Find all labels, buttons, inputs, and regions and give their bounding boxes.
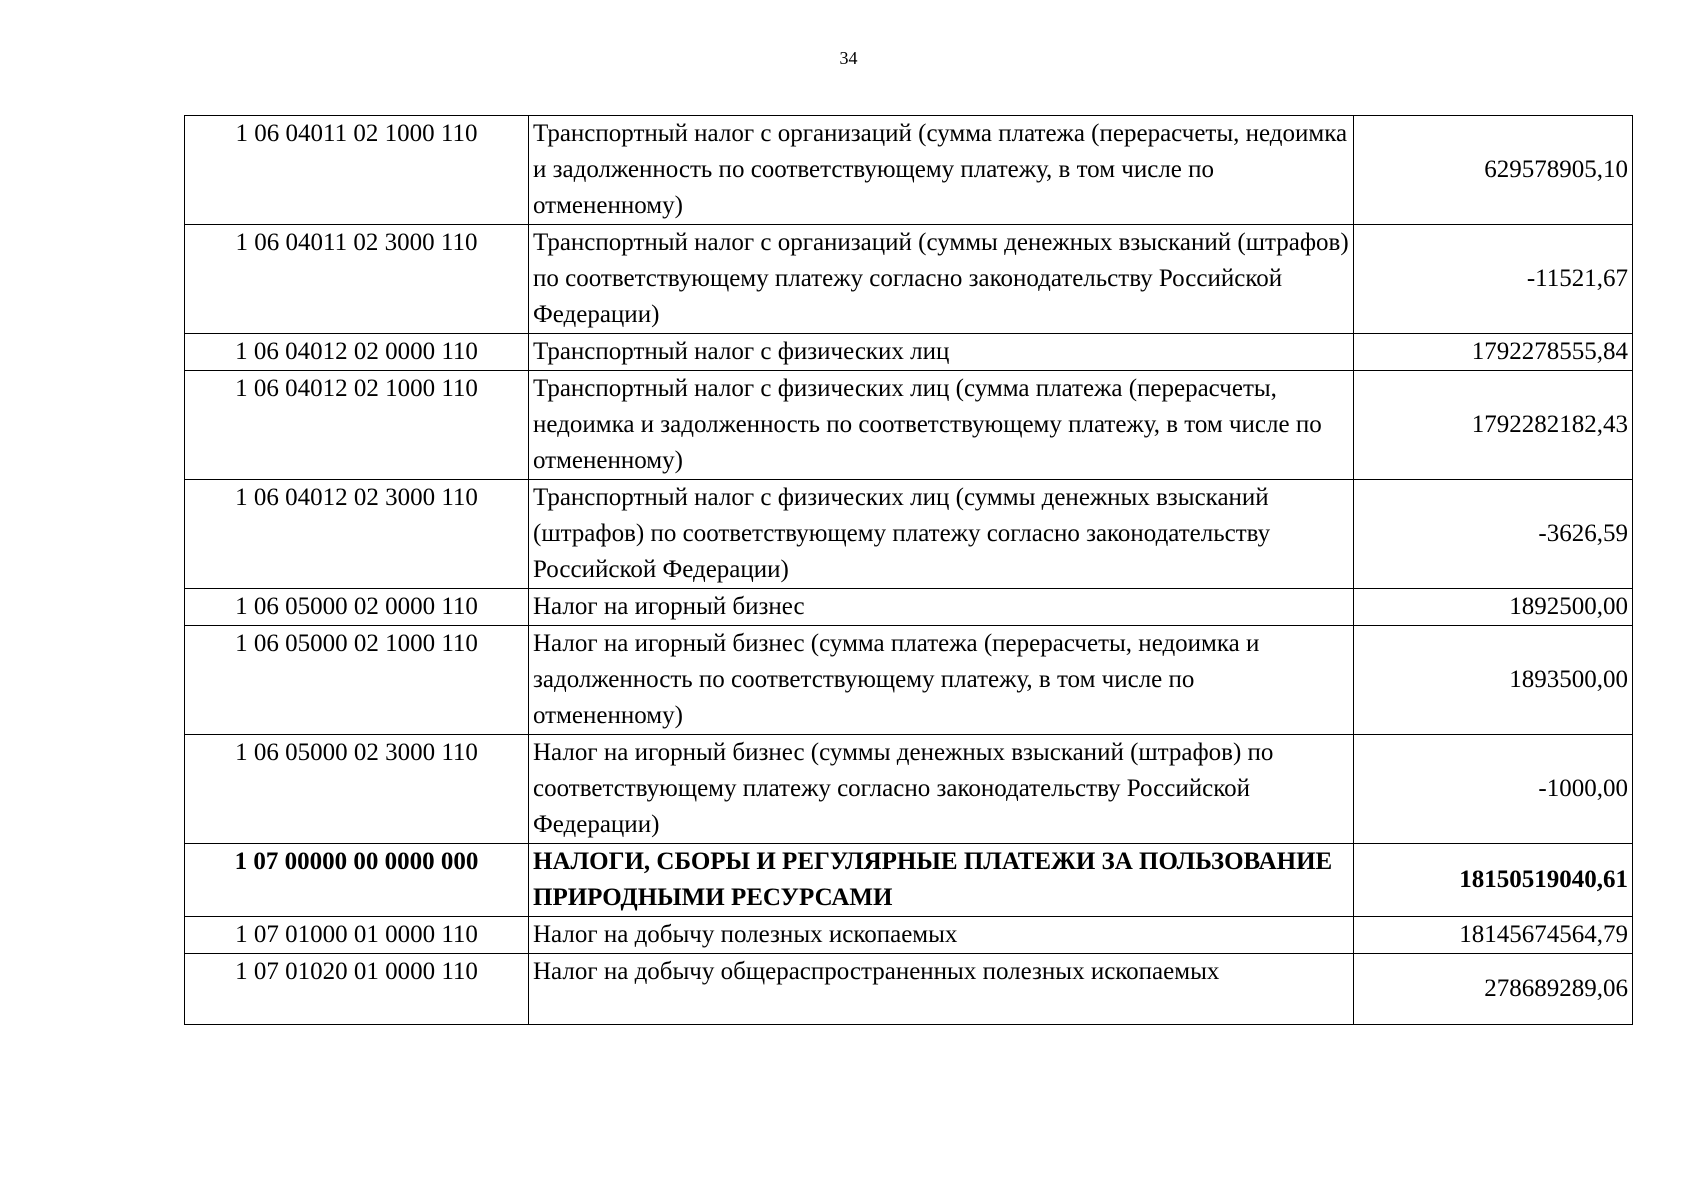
amount-cell: -11521,67 <box>1354 225 1633 334</box>
revenue-name-cell: Налог на игорный бизнес (суммы денежных взысканий (штрафов) по соответствующему платежу согласно законодательству Российской Федерации) <box>529 735 1354 844</box>
revenue-name-cell: Налог на игорный бизнес <box>529 589 1354 626</box>
revenue-name-cell: Налог на добычу общераспространенных полезных ископаемых <box>529 954 1354 1025</box>
revenue-name-cell: Транспортный налог с физических лиц (суммы денежных взысканий (штрафов) по соответствующему платежу согласно законодательству Российской Федерации) <box>529 480 1354 589</box>
amount-cell: 1792282182,43 <box>1354 371 1633 480</box>
table-row <box>185 480 1633 589</box>
table-row <box>185 917 1633 954</box>
revenue-name-cell: Транспортный налог с организаций (сумма платежа (перерасчеты, недоимка и задолженность по соответствующему платежу, в том числе по отмененному) <box>529 116 1354 225</box>
table-row <box>185 371 1633 480</box>
table-row <box>185 589 1633 626</box>
table-row-section-total <box>185 844 1633 917</box>
amount-cell: 18145674564,79 <box>1354 917 1633 954</box>
revenue-name-cell: НАЛОГИ, СБОРЫ И РЕГУЛЯРНЫЕ ПЛАТЕЖИ ЗА ПОЛЬЗОВАНИЕ ПРИРОДНЫМИ РЕСУРСАМИ <box>529 844 1354 917</box>
budget-code-cell: 1 06 05000 02 1000 110 <box>185 626 529 735</box>
amount-cell: -3626,59 <box>1354 480 1633 589</box>
table-row <box>185 626 1633 735</box>
budget-code-cell: 1 06 04012 02 3000 110 <box>185 480 529 589</box>
page-number: 34 <box>839 48 858 68</box>
revenue-name-cell: Транспортный налог с организаций (суммы денежных взысканий (штрафов) по соответствующему платежу согласно законодательству Российской Федерации) <box>529 225 1354 334</box>
budget-code-cell: 1 07 00000 00 0000 000 <box>185 844 529 917</box>
budget-code-cell: 1 07 01000 01 0000 110 <box>185 917 529 954</box>
amount-cell: -1000,00 <box>1354 735 1633 844</box>
table-row <box>185 225 1633 334</box>
amount-cell: 629578905,10 <box>1354 116 1633 225</box>
budget-code-cell: 1 06 04012 02 0000 110 <box>185 334 529 371</box>
budget-revenue-table <box>184 115 1633 1025</box>
table-row <box>185 735 1633 844</box>
budget-code-cell: 1 06 04011 02 1000 110 <box>185 116 529 225</box>
budget-code-cell: 1 06 05000 02 3000 110 <box>185 735 529 844</box>
amount-cell: 1792278555,84 <box>1354 334 1633 371</box>
budget-code-cell: 1 06 04011 02 3000 110 <box>185 225 529 334</box>
amount-cell: 18150519040,61 <box>1354 844 1633 917</box>
table-row <box>185 954 1633 1025</box>
amount-cell: 1893500,00 <box>1354 626 1633 735</box>
revenue-name-cell: Транспортный налог с физических лиц <box>529 334 1354 371</box>
table-row <box>185 334 1633 371</box>
budget-code-cell: 1 07 01020 01 0000 110 <box>185 954 529 1025</box>
amount-cell: 278689289,06 <box>1354 954 1633 1025</box>
table-row <box>185 116 1633 225</box>
amount-cell: 1892500,00 <box>1354 589 1633 626</box>
budget-code-cell: 1 06 04012 02 1000 110 <box>185 371 529 480</box>
budget-code-cell: 1 06 05000 02 0000 110 <box>185 589 529 626</box>
revenue-name-cell: Транспортный налог с физических лиц (сумма платежа (перерасчеты, недоимка и задолженность по соответствующему платежу, в том числе по отмененному) <box>529 371 1354 480</box>
revenue-name-cell: Налог на игорный бизнес (сумма платежа (перерасчеты, недоимка и задолженность по соответствующему платежу, в том числе по отмененному) <box>529 626 1354 735</box>
revenue-name-cell: Налог на добычу полезных ископаемых <box>529 917 1354 954</box>
